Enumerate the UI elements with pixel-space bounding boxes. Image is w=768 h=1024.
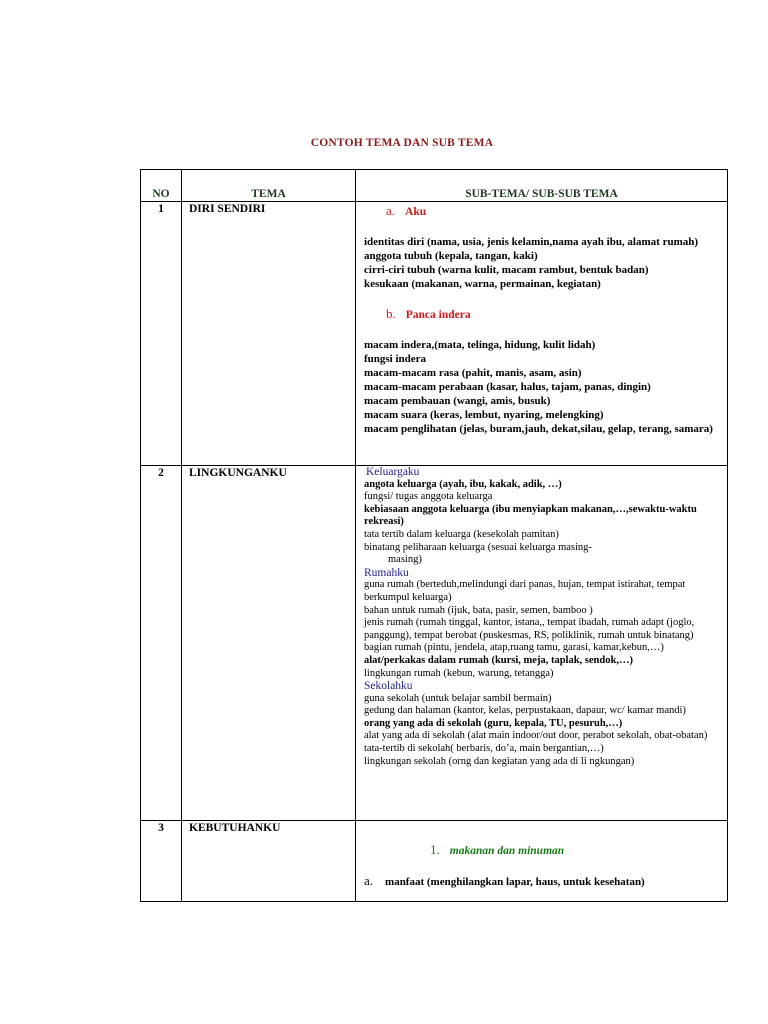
list-item: alat/perkakas dalam rumah (kursi, meja, taplak, sendok,…)	[364, 654, 633, 666]
row-theme: KEBUTUHANKU	[182, 821, 356, 902]
table-row	[141, 821, 728, 902]
list-item: binatang peliharaan keluarga (sesuai keluarga masing-	[364, 541, 592, 553]
list-item: orang yang ada di sekolah (guru, kepala, TU, pesuruh,…)	[364, 717, 623, 729]
table-header-row	[141, 170, 728, 202]
row-number: 1	[141, 202, 182, 466]
list-item: kesukaan (makanan, warna, permainan, kegiatan)	[364, 278, 601, 290]
list-item: bahan untuk rumah (ijuk, bata, pasir, semen, bamboo )	[364, 604, 593, 616]
list-item: macam-macam perabaan (kasar, halus, tajam, panas, dingin)	[364, 381, 651, 393]
header-tema: TEMA	[182, 170, 356, 202]
row-number: 3	[141, 821, 182, 902]
section-label: 1.	[430, 842, 440, 857]
row-subthemes	[356, 202, 728, 466]
section-heading-sekolahku: Sekolahku	[364, 680, 413, 693]
list-item: macam penglihatan (jelas, buram,jauh, dekat,silau, gelap, terang, samara)	[364, 423, 713, 435]
list-item: tata tertib dalam keluarga (kesekolah pamitan)	[364, 528, 559, 540]
table-row	[141, 466, 728, 821]
section-title: Aku	[405, 206, 427, 218]
list-item: identitas diri (nama, usia, jenis kelamin,nama ayah ibu, alamat rumah)	[364, 236, 699, 248]
section-label: b.	[386, 306, 396, 321]
section-title: Panca indera	[405, 309, 471, 321]
list-item: tata-tertib di sekolah( berbaris, do’a, main bergantian,…)	[364, 743, 604, 755]
list-item: macam pembauan (wangi, amis, busuk)	[364, 395, 551, 407]
document-title: CONTOH TEMA DAN SUB TEMA	[310, 137, 494, 149]
theme-table	[140, 169, 728, 902]
section-heading-makanan	[364, 843, 721, 858]
section-heading-aku	[364, 204, 721, 219]
section-label: a.	[386, 203, 396, 218]
header-no: NO	[141, 170, 182, 202]
list-item: cirri-ciri tubuh (warna kulit, macam rambut, bentuk badan)	[364, 264, 649, 276]
list-item: macam-macam rasa (pahit, manis, asam, asin)	[364, 367, 582, 379]
table-row	[141, 202, 728, 466]
row-theme: LINGKUNGANKU	[182, 466, 356, 821]
section-heading-rumahku: Rumahku	[364, 566, 409, 579]
list-item: kebiasaan anggota keluarga (ibu menyiapkan makanan,…,sewaktu-waktu rekreasi)	[364, 503, 697, 528]
list-item: gedung dan halaman (kantor, kelas, perpustakaan, dapaur, wc/ kamar mandi)	[364, 705, 686, 717]
section-heading-panca-indera	[364, 307, 721, 322]
list-item: lingkungan sekolah (orng dan kegiatan yang ada di li ngkungan)	[364, 755, 635, 767]
list-item: alat yang ada di sekolah (alat main indoor/out door, perabot sekolah, obat-obatan)	[364, 730, 708, 742]
list-item-continuation: masing)	[388, 554, 422, 566]
item-label: a.	[364, 873, 374, 888]
list-item: fungsi/ tugas anggota keluarga	[364, 491, 493, 503]
list-item: jenis rumah (rumah tinggal, kantor, istana,, tempat ibadah, rumah adapt (joglo, panggung), tempat berobat (puskesmas, RS, poliklinik, rumah untuk binatang)	[364, 617, 695, 641]
row-subthemes	[356, 466, 728, 821]
list-item: guna rumah (berteduh,melindungi dari panas, hujan, tempat istirahat, tempat berkumpul keluarga)	[364, 579, 686, 603]
list-item: macam indera,(mata, telinga, hidung, kulit lidah)	[364, 339, 596, 351]
row-number: 2	[141, 466, 182, 821]
list-item: anggota tubuh (kepala, tangan, kaki)	[364, 250, 538, 262]
header-sub-tema: SUB-TEMA/ SUB-SUB TEMA	[356, 170, 728, 202]
list-item	[364, 874, 721, 889]
list-item: lingkungan rumah (kebun, warung, tetangga)	[364, 667, 554, 679]
list-item: angota keluarga (ayah, ibu, kakak, adik, …)	[364, 478, 562, 490]
list-item: fungsi indera	[364, 353, 427, 365]
section-title: makanan dan minuman	[449, 845, 565, 857]
list-item: guna sekolah (untuk belajar sambil bermain)	[364, 692, 552, 704]
list-item: bagian rumah (pintu, jendela, atap,ruang tamu, garasi, kamar,kebun,…)	[364, 642, 664, 654]
list-item: macam suara (keras, lembut, nyaring, melengking)	[364, 409, 604, 421]
item-text: manfaat (menghilangkan lapar, haus, untuk kesehatan)	[385, 876, 645, 888]
section-heading-keluargaku: Keluargaku	[366, 466, 420, 478]
row-theme: DIRI SENDIRI	[182, 202, 356, 466]
row-subthemes	[356, 821, 728, 902]
